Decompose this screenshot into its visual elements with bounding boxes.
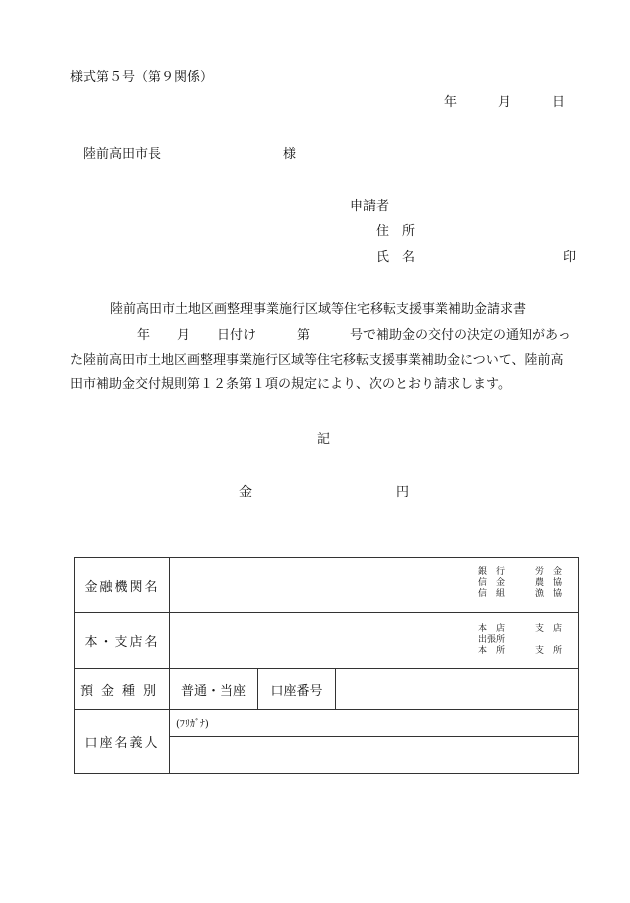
body-line1-rest: 号で補助金の交付の決定の通知があっ xyxy=(350,328,571,343)
account-number-label: 口座番号 xyxy=(258,669,336,710)
applicant-name-label: 氏 名 xyxy=(376,250,416,265)
ki-mark: 記 xyxy=(317,432,331,447)
amount-unit: 円 xyxy=(396,485,410,500)
institution-name-cell[interactable] xyxy=(170,558,579,613)
date-year: 年 xyxy=(444,95,458,110)
account-holder-label: 口座名義人 xyxy=(75,710,170,774)
institution-label: 金融機関名 xyxy=(75,558,170,613)
date-day: 日 xyxy=(552,95,566,110)
addressee-name: 陸前高田市長 xyxy=(83,147,162,162)
form-number: 様式第５号（第９関係） xyxy=(70,70,214,85)
branch-label: 本・支店名 xyxy=(75,613,170,669)
body-line-2: た陸前高田市土地区画整理事業施行区域等住宅移転支援事業補助金について、陸前高 xyxy=(70,353,564,368)
body-dated: 日付け xyxy=(217,328,257,343)
furigana-cell[interactable] xyxy=(170,710,579,737)
body-line-3: 田市補助金交付規則第１２条第１項の規定により、次のとおり請求します。 xyxy=(70,377,511,392)
amount-label: 金 xyxy=(239,485,253,500)
bank-account-table xyxy=(74,557,579,774)
furigana-label: (ﾌﾘｶﾞﾅ) xyxy=(176,719,209,730)
date-month: 月 xyxy=(498,95,512,110)
deposit-type-label: 預金種別 xyxy=(75,669,170,710)
account-number-cell[interactable] xyxy=(336,669,579,710)
deposit-type-options[interactable]: 普通・当座 xyxy=(170,669,258,710)
body-text xyxy=(70,349,580,397)
seal-mark: 印 xyxy=(563,250,577,265)
applicant-address-label: 住 所 xyxy=(376,224,416,239)
body-month: 月 xyxy=(177,328,191,343)
account-holder-name-cell[interactable] xyxy=(170,737,579,774)
applicant-label: 申請者 xyxy=(350,199,390,214)
branch-name-cell[interactable] xyxy=(170,613,579,669)
body-dai: 第 xyxy=(297,328,311,343)
document-title: 陸前高田市土地区画整理事業施行区域等住宅移転支援事業補助金請求書 xyxy=(110,302,527,317)
branch-type-options: 本 店 支 店 出張所 本 所 支 所 xyxy=(478,624,562,656)
body-year: 年 xyxy=(137,328,151,343)
institution-type-options: 銀 行 労 金 信 金 農 協 信 組 漁 協 xyxy=(478,567,562,599)
addressee-suffix: 様 xyxy=(283,147,297,162)
